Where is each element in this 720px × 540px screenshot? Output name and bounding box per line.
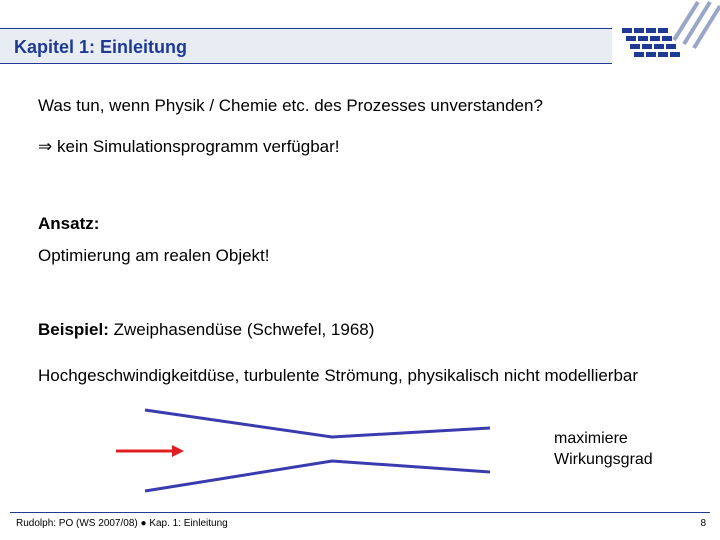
- nozzle-upper-wall: [145, 410, 490, 437]
- footer-divider: [10, 512, 710, 513]
- flow-arrow-head: [172, 445, 184, 457]
- university-logo-icon: [614, 0, 720, 64]
- goal-line-2: Wirkungsgrad: [554, 451, 653, 468]
- question-line: Was tun, wenn Physik / Chemie etc. des Prozesses unverstanden?: [38, 96, 543, 115]
- beispiel-text: Zweiphasendüse (Schwefel, 1968): [113, 320, 375, 339]
- page-number: 8: [700, 518, 706, 529]
- ansatz-text: Optimierung am realen Objekt!: [38, 246, 270, 265]
- slide-title: Kapitel 1: Einleitung: [14, 37, 188, 57]
- footer-left: Rudolph: PO (WS 2007/08) ● Kap. 1: Einleitung: [16, 518, 228, 529]
- implies-icon: ⇒: [38, 137, 53, 156]
- consequence-line: [38, 137, 340, 157]
- consequence-text: kein Simulationsprogramm verfügbar!: [56, 137, 340, 156]
- beispiel-line: [38, 320, 374, 340]
- nozzle-lower-wall: [145, 461, 490, 491]
- goal-line-1: maximiere: [554, 430, 628, 447]
- ansatz-heading: Ansatz:: [38, 214, 100, 233]
- description-line: Hochgeschwindigkeitdüse, turbulente Strömung, physikalisch nicht modellierbar: [38, 366, 639, 385]
- beispiel-label: Beispiel:: [38, 320, 109, 339]
- nozzle-diagram: [0, 400, 720, 500]
